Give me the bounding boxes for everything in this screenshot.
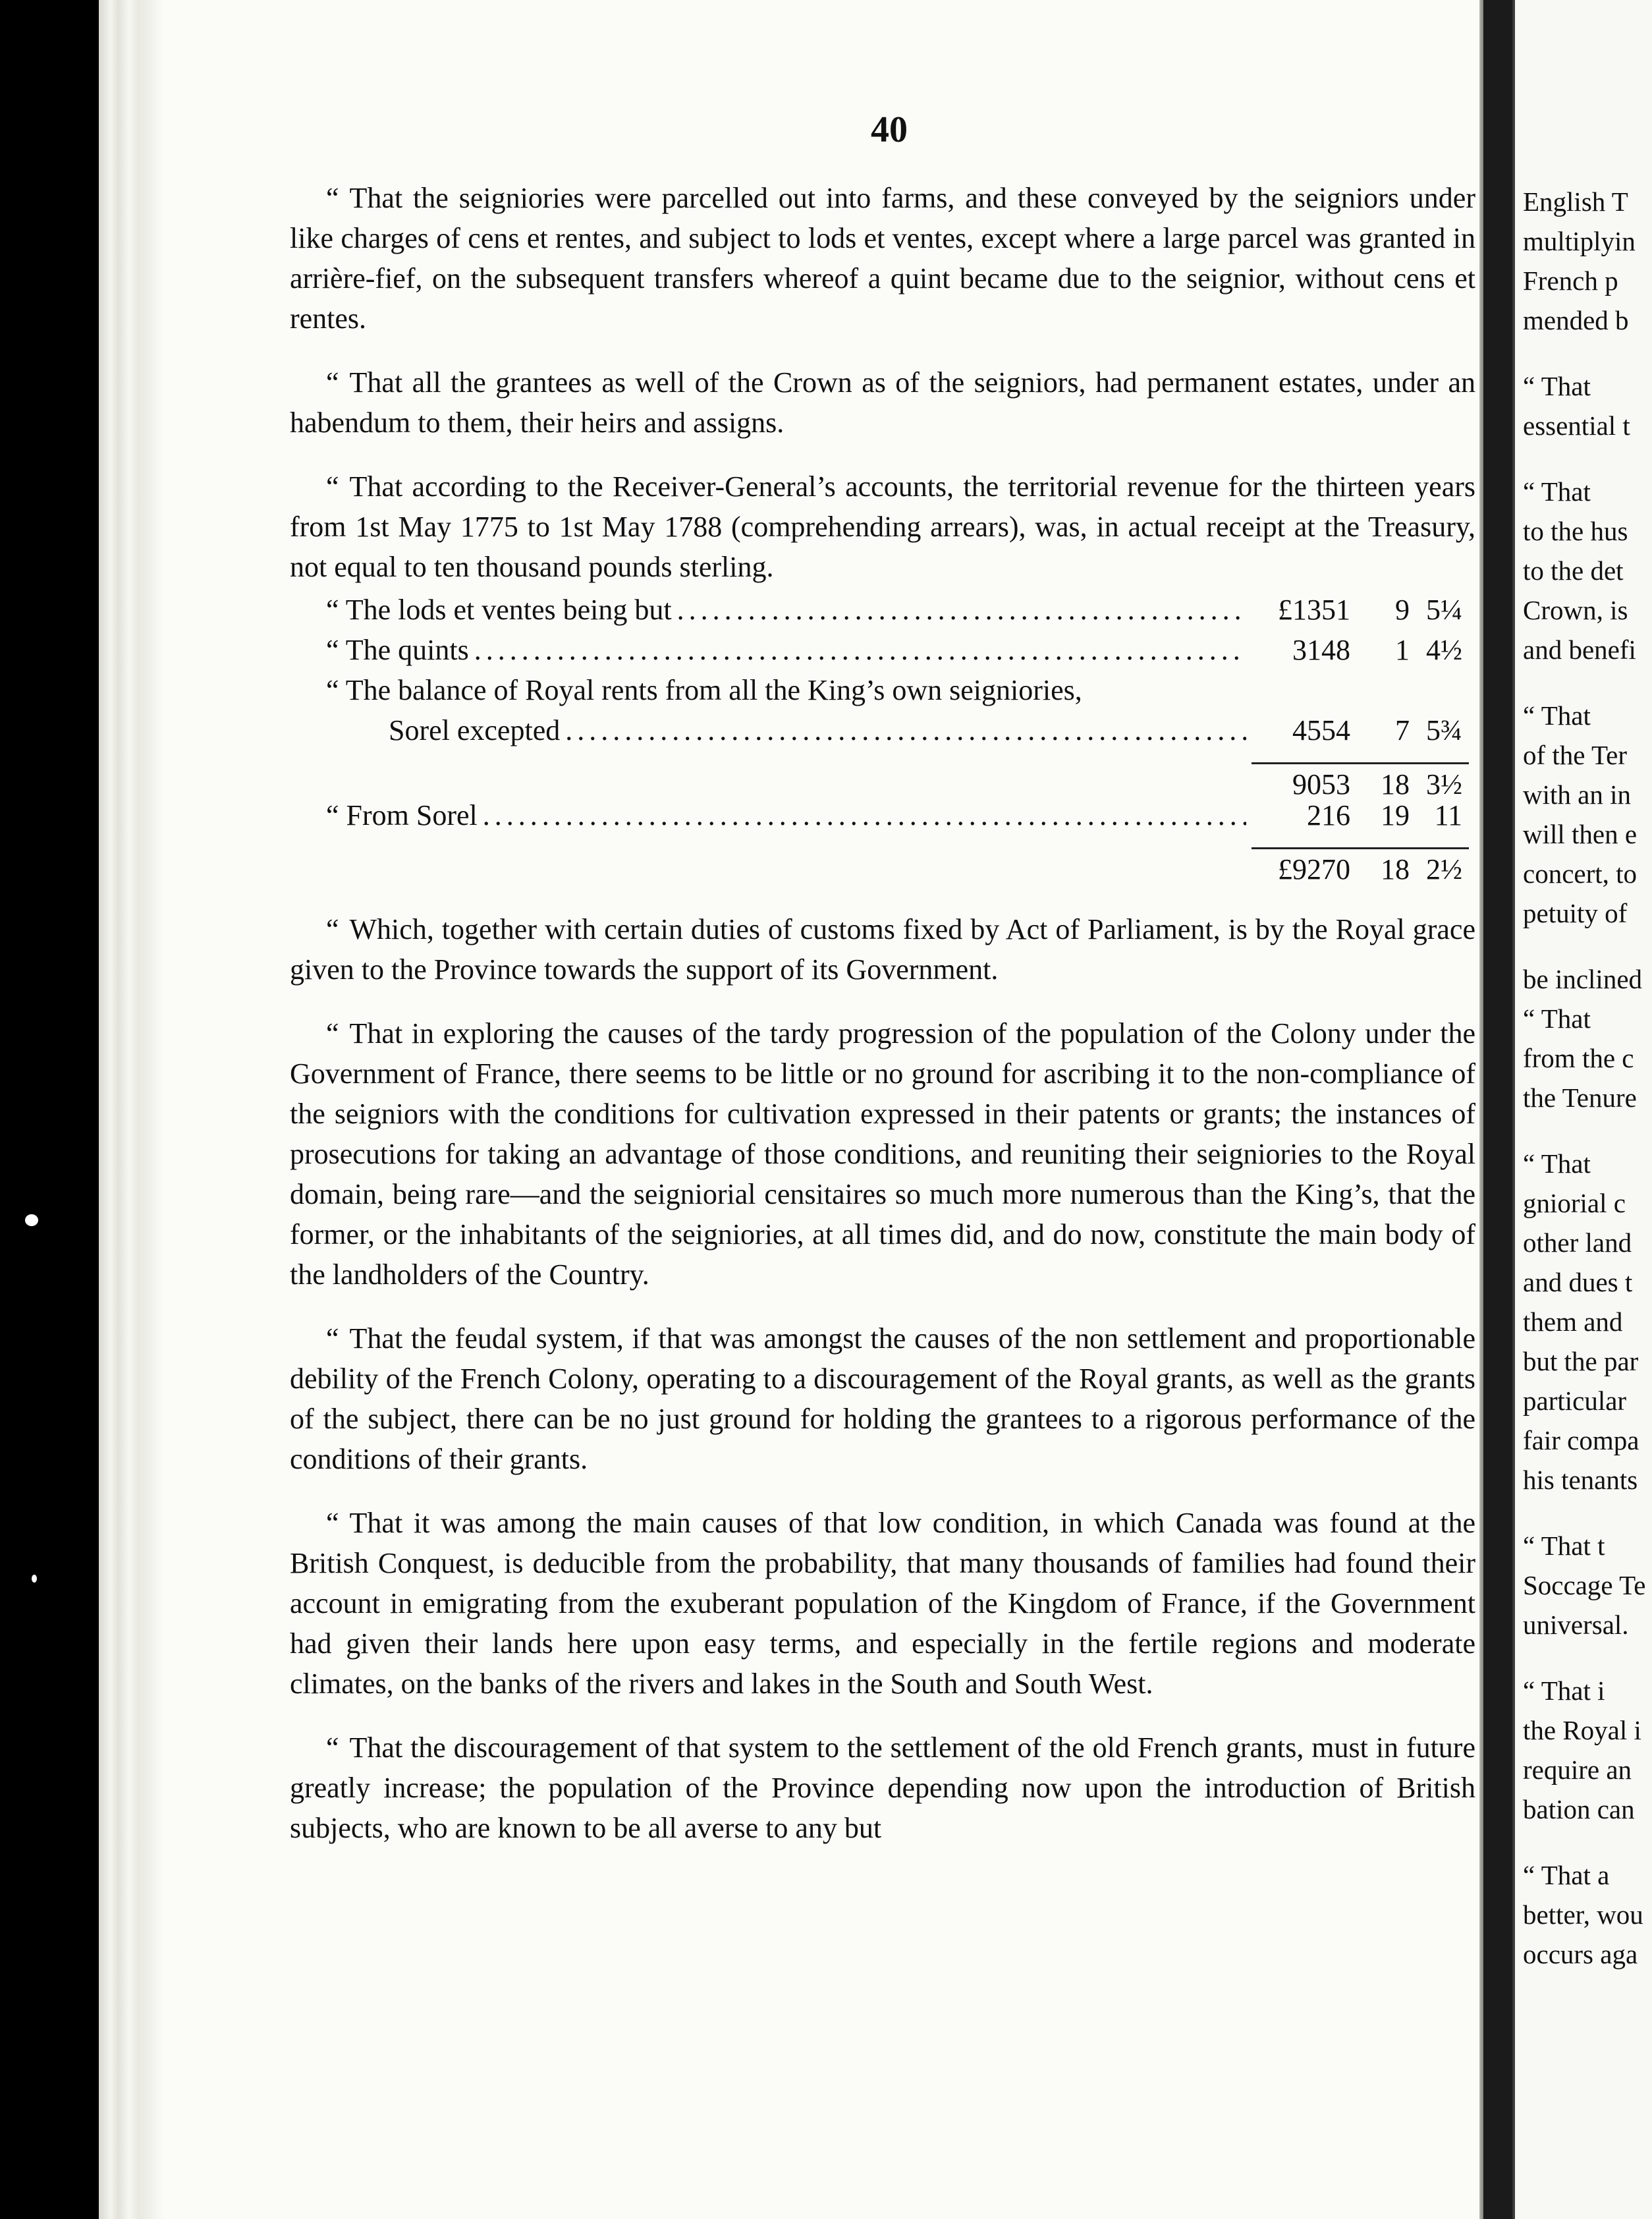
facing-page-line: and dues t <box>1523 1267 1633 1297</box>
quote-mark: “ <box>326 366 339 399</box>
facing-page-line: better, wou <box>1523 1899 1643 1930</box>
facing-page-line: French p <box>1523 266 1618 296</box>
quote-mark: “ <box>326 1507 339 1539</box>
facing-page-line: “ That t <box>1523 1531 1605 1561</box>
facing-page-line: will then e <box>1523 819 1638 849</box>
facing-page-line: to the hus <box>1523 516 1628 546</box>
facing-page-line: the Tenure <box>1523 1082 1637 1113</box>
subtotal-pence: 3½ <box>1426 768 1462 801</box>
facing-page-line: to the det <box>1523 555 1624 586</box>
sorel-pence: 11 <box>1434 799 1462 831</box>
quote-mark: “ <box>326 1017 339 1050</box>
total-pounds: £9270 <box>1278 853 1350 885</box>
subtotal-shillings: 18 <box>1381 768 1410 801</box>
facing-page-line: “ That i <box>1523 1675 1605 1706</box>
body-paragraph <box>290 178 1475 339</box>
paragraphs-after <box>290 909 1475 1848</box>
ledger-label: Sorel excepted <box>389 714 561 746</box>
ledger-row-quints <box>290 630 1475 670</box>
facing-page-line: with an in <box>1523 779 1631 810</box>
facing-page-line: them and <box>1523 1306 1623 1337</box>
facing-page-line: “ That <box>1523 700 1591 731</box>
ledger-pence: 4½ <box>1426 634 1462 666</box>
ledger-row-sorel-excepted <box>290 710 1475 750</box>
paragraphs-before <box>290 178 1475 587</box>
facing-page-line: of the Ter <box>1523 740 1628 770</box>
ledger-shillings: 7 <box>1395 714 1410 746</box>
ledger-pence: 5¼ <box>1426 594 1462 626</box>
body-paragraph <box>290 1727 1475 1848</box>
body-paragraph <box>290 1013 1475 1295</box>
facing-page-line: occurs aga <box>1523 1939 1638 1969</box>
gutter-shadow <box>1483 0 1512 2219</box>
binding-hole <box>25 1214 38 1226</box>
facing-page-line: English T <box>1523 186 1628 217</box>
ledger-pounds: 3148 <box>1292 634 1350 666</box>
page-number: 40 <box>871 109 908 150</box>
paragraph-text: Which, together with certain duties of customs fixed by Act of Parliament, is by the Royal grace given to the Province towards the support of its Government. <box>290 913 1475 986</box>
facing-page-line: his tenants <box>1523 1465 1638 1495</box>
quote-mark: “ <box>326 470 339 503</box>
ledger-label: “ The balance of Royal rents from all the King’s own seigniories, <box>326 674 1082 706</box>
ledger-pounds: £1351 <box>1278 594 1350 626</box>
body-paragraph <box>290 466 1475 587</box>
ledger-label: “ The quints <box>326 634 469 666</box>
facing-page-line: mended b <box>1523 305 1629 335</box>
facing-page-line: particular <box>1523 1386 1627 1416</box>
facing-page-line: Crown, is <box>1523 595 1628 625</box>
facing-page-line: fair compa <box>1523 1425 1639 1455</box>
paragraph-text: That according to the Receiver-General’s accounts, the territorial revenue for the thirteen years from 1st May 1775 to 1st May 1788 (comprehending arrears), was, in actual receipt at the Treasury, not equal to ten thousand pounds sterling. <box>290 470 1475 583</box>
paragraph-text: That the discouragement of that system to the settlement of the old French grants, must in future greatly increase; the population of the Province depending now upon the introduction of British subjects, who are known to be all averse to any but <box>290 1731 1475 1844</box>
facing-page-line: gniorial c <box>1523 1188 1626 1218</box>
subtotal-pounds: 9053 <box>1292 768 1350 801</box>
facing-page-fragment <box>1515 0 1652 2219</box>
ledger-row-lods <box>290 590 1475 630</box>
ledger-total <box>290 849 1475 889</box>
facing-page-line: “ That a <box>1523 1860 1610 1890</box>
facing-page-line: “ That <box>1523 1148 1591 1179</box>
paragraph-text: That the feudal system, if that was amongst the causes of the non settlement and proportionable debility of the French Colony, operating to a discouragement of the Royal grants, as well as the grants of the subject, there can be no just ground for holding the grantees to a rigorous performance of the conditions of their grants. <box>290 1322 1475 1475</box>
facing-page-line: concert, to <box>1523 858 1638 889</box>
facing-page-line: petuity of <box>1523 898 1628 928</box>
facing-page-line: bation can <box>1523 1794 1635 1824</box>
total-pence: 2½ <box>1426 853 1462 885</box>
facing-page-line: “ That <box>1523 371 1591 401</box>
body-paragraph <box>290 909 1475 990</box>
quote-mark: “ <box>326 913 339 945</box>
page-stack-edge <box>99 0 165 2219</box>
ledger-label: “ The lods et ventes being but <box>326 594 672 626</box>
quote-mark: “ <box>326 182 339 214</box>
facing-page-line: “ That <box>1523 1003 1591 1034</box>
facing-page-line: but the par <box>1523 1346 1639 1376</box>
paragraph-text: That the seigniories were parcelled out into farms, and these conveyed by the seigniors under like charges of cens et rentes, and subject to lods et ventes, except where a large parcel was granted in arrière-fief, on the subsequent transfers whereof a quint became due to the seignior, without cens et rentes. <box>290 182 1475 335</box>
ledger-row-royal-rents <box>290 670 1475 710</box>
quote-mark: “ <box>326 1322 339 1355</box>
body-paragraph <box>290 1318 1475 1479</box>
ledger-pounds: 4554 <box>1292 714 1350 746</box>
facing-page-line: multiplyin <box>1523 226 1636 256</box>
total-shillings: 18 <box>1381 853 1410 885</box>
main-text <box>290 178 1475 1848</box>
sorel-shillings: 19 <box>1381 799 1410 831</box>
binding-hole <box>32 1575 37 1583</box>
paragraph-text: That all the grantees as well of the Crown as of the seigniors, had permanent estates, under an habendum to them, their heirs and assigns. <box>290 366 1475 439</box>
facing-page-line: Soccage Te <box>1523 1570 1646 1600</box>
ledger-shillings: 9 <box>1395 594 1410 626</box>
facing-page-line: universal. <box>1523 1610 1629 1640</box>
quote-mark: “ <box>326 1731 339 1764</box>
facing-page-line: and benefi <box>1523 634 1636 665</box>
body-paragraph <box>290 1503 1475 1704</box>
body-paragraph <box>290 362 1475 443</box>
ledger-pence: 5¾ <box>1426 714 1462 746</box>
facing-page-line: from the c <box>1523 1043 1634 1073</box>
ledger-row-sorel <box>290 795 1475 835</box>
facing-page-line: be inclined <box>1523 964 1643 994</box>
facing-page-line: essential t <box>1523 410 1630 441</box>
facing-page-line: require an <box>1523 1755 1632 1785</box>
paragraph-text: That in exploring the causes of the tardy progression of the population of the Colony under the Government of France, there seems to be little or no ground for ascribing it to the non-compliance of the seigniors with the conditions for cultivation expressed in their patents or grants; the instances of prosecutions for taking an advantage of those conditions, and reuniting their seigniories to the Royal domain, being rare—and the seigniorial censitaires so much more numerous than the King’s, that the former, or the inhabitants of the seigniories, at all times did, and do now, constitute the main body of the landholders of the Country. <box>290 1017 1475 1291</box>
facing-page-line: “ That <box>1523 476 1591 507</box>
paragraph-text: That it was among the main causes of that low condition, in which Canada was found at the British Conquest, is deducible from the probability, that many thousands of families had found their account in emigrating from the exuberant population of the Kingdom of France, if the Government had given their lands here upon easy terms, and especially in the fertile regions and moderate climates, on the banks of the rivers and lakes in the South and South West. <box>290 1507 1475 1700</box>
sorel-pounds: 216 <box>1307 799 1350 831</box>
ledger-label: “ From Sorel <box>326 799 478 831</box>
revenue-ledger <box>290 590 1475 889</box>
ledger-shillings: 1 <box>1395 634 1410 666</box>
facing-page-line: other land <box>1523 1227 1632 1258</box>
facing-page-line: the Royal i <box>1523 1715 1641 1745</box>
